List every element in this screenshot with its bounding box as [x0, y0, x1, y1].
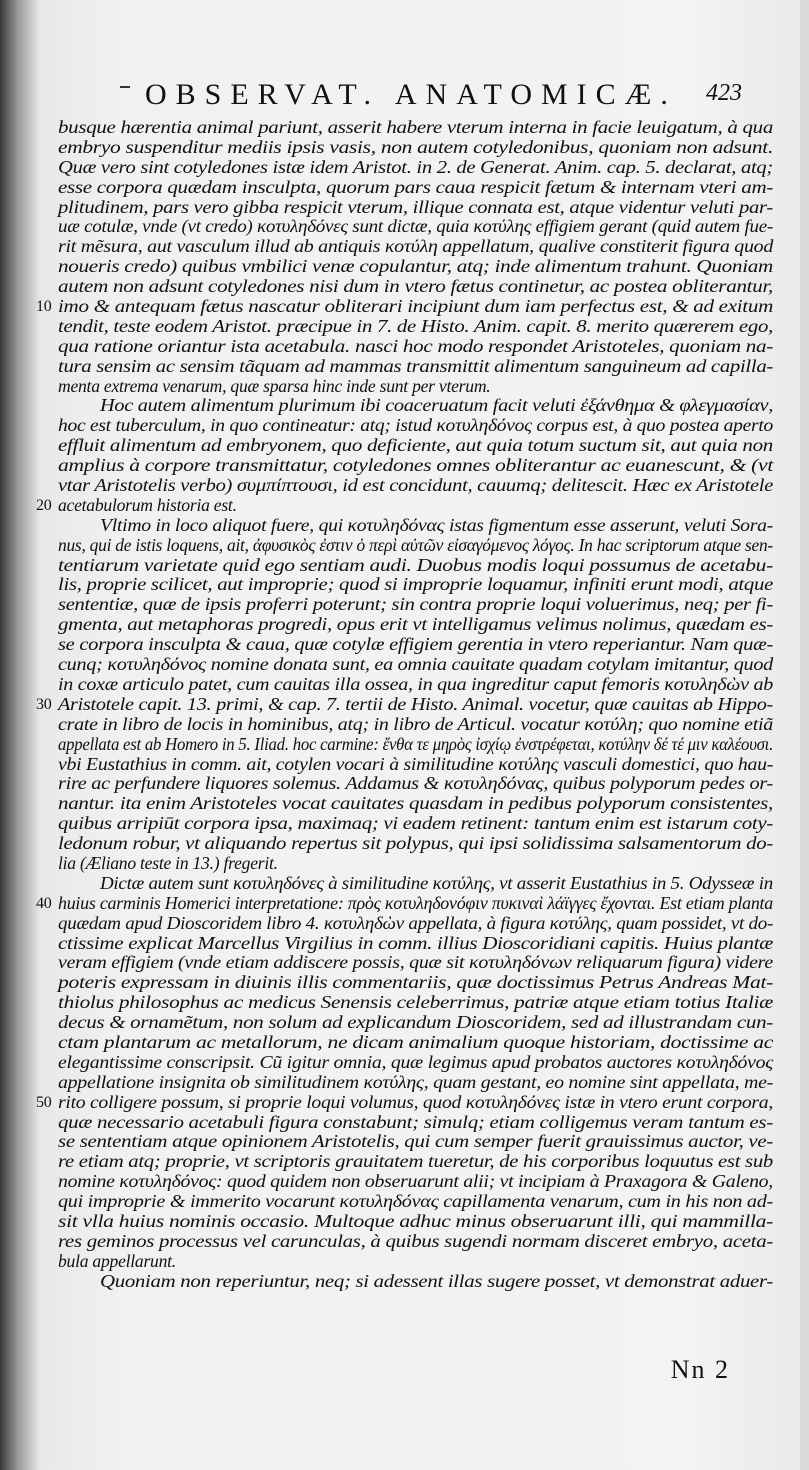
- text-line-content: gmenta, aut metaphoras progredi, opus erit vt intelligamus velimus nolimus, quædam es-: [58, 614, 774, 635]
- text-line: [58, 476, 773, 496]
- text-line-content: se corpora insculpta & caua, quæ cotylæ effigiem gerentia in vtero reperiantur. Nam quæ-: [58, 634, 774, 655]
- text-line: [58, 834, 773, 854]
- text-line-content: poteris expressam in diuinis illis commentariis, quæ doctissimus Petrus Andreas Mat-: [58, 972, 774, 993]
- text-line: [58, 575, 773, 595]
- text-line-content: se sententiam atque opinionem Aristotelis, qui cum semper fuerit grauissimus auctor, ve-: [58, 1131, 774, 1152]
- text-line: [58, 675, 773, 695]
- text-line-content: nomine κοτυληδόνος: quod quidem non obseruarunt alii; vt incipiam à Praxagora & Galeno,: [58, 1171, 773, 1192]
- text-line-content: embryo suspenditur mediis ipsis vasis, non autem cotyledonibus, quoniam non adsunt.: [58, 136, 774, 157]
- text-line: [58, 953, 773, 973]
- text-line: [58, 814, 773, 834]
- text-line-content: res geminos processus vel carunculas, à quibus sugendi normam disceret embryo, aceta-: [58, 1230, 773, 1251]
- text-line-content: busque hærentia animal pariunt, asserit habere vterum interna in facie leuigatum, à qua: [58, 117, 774, 137]
- text-line-content: ctissime explicat Marcellus Virgilius in comm. illius Dioscoridiani capitis. Huius plantæ: [58, 932, 773, 953]
- text-line-content: quædam apud Dioscoridem libro 4. κοτυληδὼν appellata, à figura κοτύλης, quam possidet, vt do-: [58, 912, 774, 933]
- text-line-content: rit mẽsura, aut vasculum illud ab antiquis κοτύλη appellatum, qualive constiterit figura quod: [58, 236, 774, 257]
- text-line-content: lis, proprie scilicet, aut improprie; quod si improprie loquamur, infiniti erunt modi, atque: [58, 574, 773, 595]
- text-line: [58, 1053, 773, 1073]
- text-line-content: vbi Eustathius in comm. ait, cotylen vocari à similitudine κοτύλης vasculi domestici, quo hau-: [58, 753, 774, 774]
- text-line: [58, 934, 773, 954]
- text-line: [58, 854, 773, 874]
- text-line-content: re etiam atq; proprie, vt scriptoris grauitatem tueretur, de his corporibus loquutus est sub: [58, 1151, 773, 1172]
- text-line-content: Quoniam non reperiuntur, neq; si adessent illas sugere posset, vt demonstrat aduer-: [100, 1270, 774, 1291]
- text-line: [58, 138, 773, 158]
- text-line-content: tura sensim ac sensim tãquam ad mammas transmittit alimentum sanguineum ad capilla-: [58, 355, 774, 376]
- text-line-content: vtar Aristotelis verbo) συμπίπτουσι, id est concidunt, cauumq; delitescit. Hæc ex Aristotele: [58, 475, 774, 496]
- text-line: [58, 615, 773, 635]
- text-line-content: lia (Æliano teste in 13.) fregerit.: [58, 852, 278, 873]
- text-line-content: nantur. ita enim Aristoteles vocat cauitates quasdam in pedibus polyporum consistentes,: [58, 793, 774, 814]
- margin-line-number: 30: [36, 695, 52, 713]
- text-line-content: in coxæ articulo patet, cum cauitas illa ossea, in qua ingreditur caput femoris κοτυληδὼν ab: [58, 673, 773, 694]
- text-line-content: nus, qui de istis loquens, ait, ἀφυσικὸς ἐστιν ὁ περὶ αὐτῶν εἰσαγόμενος λόγος. In hac scriptorum atque sen-: [58, 534, 773, 555]
- text-line: [58, 317, 773, 337]
- text-line: [58, 257, 773, 277]
- text-line: [36, 1091, 773, 1113]
- text-line: [36, 296, 773, 317]
- body-text: [36, 117, 774, 1292]
- text-line: [58, 357, 773, 377]
- running-head: [0, 78, 800, 118]
- text-line-content: decus & ornamẽtum, non solum ad explicandum Dioscoridem, sed ad illustrandam cun-: [58, 1012, 773, 1033]
- text-line-content: Hoc autem alimentum plurimum ibi coaceruatum facit veluti ἐξάνθημα & φλεγμασίαν,: [100, 395, 774, 416]
- text-line-content: ctam plantarum ac metallorum, ne dicam animalium quoque historiam, doctissime ac: [58, 1031, 774, 1052]
- text-line: [58, 1192, 773, 1212]
- page-footer: [0, 1355, 800, 1395]
- text-line: [58, 635, 773, 655]
- text-line-content: noueris credo) quibus vmbilici venæ copulantur, atq; inde alimentum trahunt. Quoniam: [58, 256, 774, 277]
- text-line-content: rito colligere possum, si proprie loqui volumus, quod κοτυληδόνες istæ in vtero erunt corpora,: [58, 1091, 773, 1112]
- text-line-content: ledonum robur, vt aliquando repertus sit polypus, qui ipsi solidissima salsamentorum do-: [58, 833, 774, 854]
- text-line-content: plitudinem, pars vero gibba respicit vterum, illique connata est, atque videntur veluti par-: [58, 196, 773, 217]
- text-line: [58, 914, 773, 934]
- text-line: [58, 516, 773, 536]
- text-line: [58, 277, 773, 297]
- text-line: [58, 655, 773, 675]
- text-line: [58, 1212, 773, 1232]
- text-line: [58, 556, 773, 576]
- text-line-content: quæ necessario acetabuli figura constabunt; simulq; etiam colligemus veram tantum es-: [58, 1111, 773, 1132]
- text-line: [58, 794, 773, 814]
- text-line-content: huius carminis Homerici interpretatione: πρὸς κοτυληδονόφιν πυκιναὶ λάϊγγες ἔχονται. Est etiam planta: [58, 892, 773, 913]
- text-line: [58, 1272, 773, 1292]
- text-line-content: cunq; κοτυληδόνος nomine donata sunt, ea omnia cauitate quadam cotylam imitantur, quod: [58, 654, 773, 675]
- text-line: [58, 1152, 773, 1172]
- text-line: [58, 536, 773, 556]
- text-line: [58, 416, 773, 436]
- text-line: [36, 494, 773, 516]
- text-line-content: uæ cotulæ, vnde (vt credo) κοτυληδόνες sunt dictæ, quia κοτύλης effigiem gerant (quid autem fue-: [58, 216, 773, 237]
- text-line: [58, 1232, 773, 1252]
- text-line: [58, 1172, 773, 1192]
- text-line: [58, 1073, 773, 1093]
- text-line-content: Dictæ autem sunt κοτυληδόνες à similitudine κοτύλης, vt asserit Eustathius in 5. Odysseæ in: [100, 872, 774, 893]
- text-line-content: effluit alimentum ad embryonem, quo deficiente, aut quia totum suctum sit, aut quia non: [58, 435, 774, 456]
- text-line: [58, 337, 773, 357]
- text-line: [58, 1113, 773, 1133]
- text-line-content: tentiarum varietate quid ego sentiam audi. Duobus modis loqui possumus de acetabu-: [58, 554, 773, 575]
- text-line-content: qua ratione oriantur ista acetabula. nasci hoc modo respondet Aristoteles, quoniam na-: [58, 335, 774, 356]
- text-line-content: quibus arripiūt corpora ipsa, maximaq; vi eadem retinent: tantum enim est istarum coty-: [58, 813, 773, 834]
- text-line: [58, 774, 773, 794]
- text-line-content: sit vlla huius nominis occasio. Multoque adhuc minus obseruarunt illi, qui mammilla-: [58, 1210, 774, 1231]
- text-line: [58, 396, 773, 416]
- text-line: [58, 1252, 773, 1272]
- text-line: [58, 973, 773, 993]
- page-number: 423: [706, 80, 742, 106]
- text-line: [58, 198, 773, 218]
- text-line: [58, 436, 773, 456]
- text-line: [36, 892, 773, 914]
- text-line: [58, 1013, 773, 1033]
- text-line: [58, 456, 773, 476]
- margin-line-number: 40: [36, 894, 52, 912]
- text-line-content: appellatione insignita ob similitudinem κοτύλης, quam gestant, eo nomine sint appellata, me-: [58, 1071, 773, 1092]
- text-line: [58, 735, 773, 755]
- text-line-content: crate in libro de locis in hominibus, atq; in libro de Articul. vocatur κοτύλη; quo nomine etiã: [58, 713, 774, 734]
- text-line-content: veram effigiem (vnde etiam addiscere possis, quæ sit κοτυληδόνων reliquarum figura) videre: [58, 952, 774, 973]
- text-line-content: menta extrema venarum, quæ sparsa hinc inde sunt per vterum.: [58, 375, 491, 396]
- text-line-content: autem non adsunt cotyledones nisi dum in vtero fætus continetur, ac postea obliterantur,: [58, 276, 774, 297]
- margin-line-number: 50: [36, 1093, 52, 1111]
- text-line-content: qui improprie & immerito vocarunt κοτυληδόνας capillamenta venarum, cum in his non ad-: [58, 1191, 773, 1212]
- text-line: [58, 118, 773, 138]
- text-line-content: elegantissime conscripsit. Cũ igitur omnia, quæ legimus apud probatos auctores κοτυληδόνος: [58, 1051, 773, 1072]
- running-title: OBSERVAT. ANATOMICÆ.: [145, 78, 677, 111]
- text-line: [58, 755, 773, 775]
- text-line: [36, 693, 773, 715]
- text-line: [58, 1033, 773, 1053]
- text-line: [58, 178, 773, 198]
- text-line: [58, 217, 773, 237]
- text-line: [58, 595, 773, 615]
- text-line-content: esse corpora quædam insculpta, quorum pars caua respicit fætum & internam vteri am-: [58, 176, 774, 197]
- text-line: [58, 1132, 773, 1152]
- text-line: [58, 237, 773, 257]
- page-mark: [120, 86, 130, 88]
- text-line-content: rire ac perfundere liquores solemus. Addamus & κοτυληδόνας, quibus polyporum pedes or-: [58, 773, 774, 794]
- text-line: [58, 993, 773, 1013]
- text-line-content: tendit, teste eodem Aristot. præcipue in 7. de Histo. Anim. capit. 8. merito quærerem ego,: [58, 315, 773, 336]
- text-line: [58, 377, 773, 397]
- margin-line-number: 20: [36, 496, 52, 514]
- margin-line-number: 10: [36, 298, 52, 316]
- text-line-content: imo & antequam fætus nascatur obliterari incipiunt dum iam perfectus est, & ad exitum: [58, 296, 773, 317]
- text-line-content: thiolus philosophus ac medicus Senensis celeberrimus, patriæ atque etiam totius Italiæ: [58, 992, 774, 1013]
- signature-mark: Nn 2: [670, 1355, 730, 1384]
- text-line: [58, 874, 773, 894]
- text-line-content: Vltimo in loco aliquot fuere, qui κοτυληδόνας istas figmentum esse asserunt, veluti Sora-: [100, 514, 773, 535]
- text-line-content: acetabulorum historia est.: [58, 494, 237, 515]
- text-line-content: Quæ vero sint cotyledones istæ idem Aristot. in 2. de Generat. Anim. cap. 5. declarat, atq;: [58, 156, 773, 177]
- text-line-content: amplius à corpore transmittatur, cotyledones omnes obliterantur ac euanescunt, & (vt: [58, 455, 774, 476]
- text-line: [58, 158, 773, 178]
- text-line: [58, 715, 773, 735]
- text-line-content: hoc est tuberculum, in quo contineatur: atq; istud κοτυληδόνος corpus est, à quo postea aperto: [58, 415, 774, 436]
- text-line-content: bula appellarunt.: [58, 1250, 176, 1271]
- text-line-content: sententiæ, quæ de ipsis proferri poterunt; sin contra proprie loqui voluerimus, neq; per fi-: [58, 594, 774, 615]
- text-line-content: Aristotele capit. 13. primi, & cap. 7. tertii de Histo. Animal. vocetur, quæ cauitas ab Hippo-: [58, 693, 773, 714]
- text-line-content: appellata est ab Homero in 5. Iliad. hoc carmine: ἔνθα τε μηρὸς ἰσχίῳ ἐνστρέφεται, κοτύλην δέ τέ μιν καλέουσι.: [58, 733, 774, 754]
